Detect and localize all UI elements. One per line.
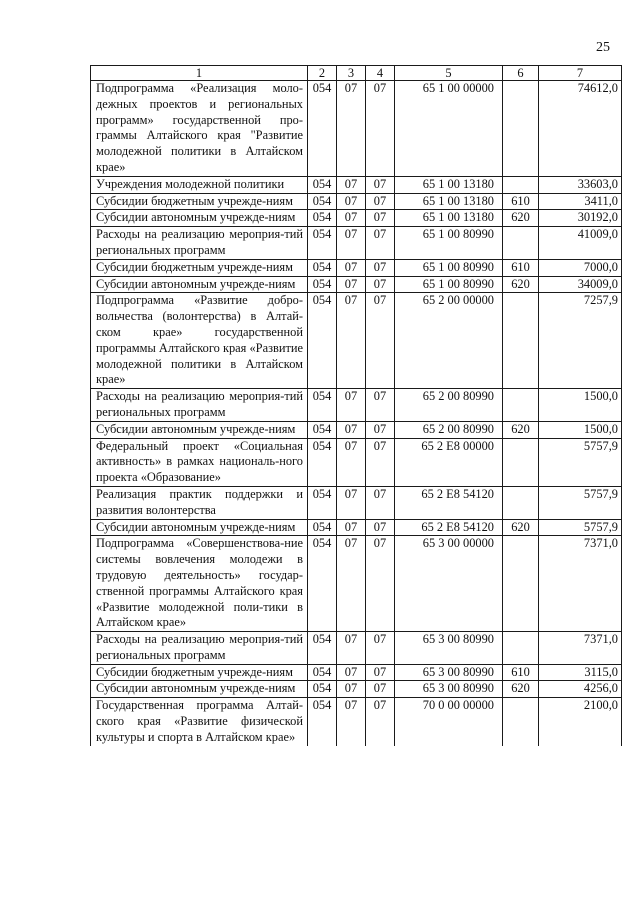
subsection-code: 07 <box>366 536 395 632</box>
column-header-2: 2 <box>308 66 337 81</box>
target-article-code: 65 2 00 00000 <box>395 293 503 389</box>
target-article-code: 65 2 E8 54120 <box>395 486 503 519</box>
expense-type-code <box>503 389 539 422</box>
section-code: 07 <box>337 176 366 193</box>
expense-type-code: 620 <box>503 519 539 536</box>
expense-name: Реализация практик поддержки и развития волонтерства <box>91 486 308 519</box>
amount: 34009,0 <box>539 276 622 293</box>
subsection-code: 07 <box>366 293 395 389</box>
target-article-code: 65 3 00 80990 <box>395 664 503 681</box>
ministry-code: 054 <box>308 632 337 665</box>
expense-type-code: 610 <box>503 664 539 681</box>
amount: 74612,0 <box>539 81 622 177</box>
table-row <box>91 293 622 389</box>
expense-type-code <box>503 632 539 665</box>
column-header-1: 1 <box>91 66 308 81</box>
subsection-code: 07 <box>366 664 395 681</box>
expense-type-code <box>503 486 539 519</box>
ministry-code: 054 <box>308 176 337 193</box>
target-article-code: 65 3 00 00000 <box>395 536 503 632</box>
expense-name: Субсидии бюджетным учрежде-ниям <box>91 193 308 210</box>
amount: 2100,0 <box>539 698 622 746</box>
table-row <box>91 632 622 665</box>
section-code: 07 <box>337 421 366 438</box>
target-article-code: 65 3 00 80990 <box>395 681 503 698</box>
ministry-code: 054 <box>308 227 337 260</box>
amount: 3115,0 <box>539 664 622 681</box>
table-row <box>91 276 622 293</box>
expense-type-code <box>503 536 539 632</box>
ministry-code: 054 <box>308 664 337 681</box>
ministry-code: 054 <box>308 389 337 422</box>
target-article-code: 65 1 00 80990 <box>395 259 503 276</box>
expense-type-code: 620 <box>503 276 539 293</box>
amount: 5757,9 <box>539 486 622 519</box>
expense-name: Субсидии автономным учрежде-ниям <box>91 421 308 438</box>
section-code: 07 <box>337 227 366 260</box>
expense-type-code: 620 <box>503 210 539 227</box>
amount: 5757,9 <box>539 519 622 536</box>
expense-type-code: 610 <box>503 259 539 276</box>
column-header-4: 4 <box>366 66 395 81</box>
table-row <box>91 210 622 227</box>
table-row <box>91 421 622 438</box>
subsection-code: 07 <box>366 176 395 193</box>
target-article-code: 70 0 00 00000 <box>395 698 503 746</box>
amount: 30192,0 <box>539 210 622 227</box>
ministry-code: 054 <box>308 536 337 632</box>
amount: 5757,9 <box>539 438 622 486</box>
target-article-code: 65 1 00 13180 <box>395 193 503 210</box>
expense-name: Расходы на реализацию мероприя-тий региональных программ <box>91 632 308 665</box>
expense-type-code <box>503 227 539 260</box>
table-row <box>91 176 622 193</box>
section-code: 07 <box>337 632 366 665</box>
ministry-code: 054 <box>308 210 337 227</box>
expense-name: Подпрограмма «Развитие добро-вольчества (волонтерства) в Алтай-ском крае» государственной программы Алтайского края «Развитие молодежной политики в Алтайском крае» <box>91 293 308 389</box>
table-row <box>91 193 622 210</box>
amount: 3411,0 <box>539 193 622 210</box>
table-row <box>91 81 622 177</box>
subsection-code: 07 <box>366 421 395 438</box>
ministry-code: 054 <box>308 259 337 276</box>
expense-name: Расходы на реализацию мероприя-тий региональных программ <box>91 389 308 422</box>
page-number: 25 <box>596 40 610 55</box>
table-row <box>91 664 622 681</box>
amount: 1500,0 <box>539 421 622 438</box>
ministry-code: 054 <box>308 81 337 177</box>
section-code: 07 <box>337 698 366 746</box>
subsection-code: 07 <box>366 259 395 276</box>
expense-name: Субсидии автономным учрежде-ниям <box>91 210 308 227</box>
target-article-code: 65 2 00 80990 <box>395 389 503 422</box>
expense-type-code <box>503 176 539 193</box>
table-row <box>91 389 622 422</box>
ministry-code: 054 <box>308 681 337 698</box>
section-code: 07 <box>337 276 366 293</box>
ministry-code: 054 <box>308 193 337 210</box>
section-code: 07 <box>337 210 366 227</box>
table-row <box>91 227 622 260</box>
expense-type-code <box>503 698 539 746</box>
target-article-code: 65 2 00 80990 <box>395 421 503 438</box>
section-code: 07 <box>337 486 366 519</box>
table-row <box>91 681 622 698</box>
expense-type-code: 620 <box>503 421 539 438</box>
subsection-code: 07 <box>366 276 395 293</box>
expense-name: Субсидии автономным учрежде-ниям <box>91 276 308 293</box>
section-code: 07 <box>337 664 366 681</box>
column-header-7: 7 <box>539 66 622 81</box>
table-row <box>91 519 622 536</box>
section-code: 07 <box>337 389 366 422</box>
table-row <box>91 438 622 486</box>
ministry-code: 054 <box>308 276 337 293</box>
expense-name: Субсидии автономным учрежде-ниям <box>91 519 308 536</box>
amount: 4256,0 <box>539 681 622 698</box>
budget-table <box>90 65 622 746</box>
expense-type-code <box>503 438 539 486</box>
ministry-code: 054 <box>308 421 337 438</box>
amount: 7000,0 <box>539 259 622 276</box>
subsection-code: 07 <box>366 193 395 210</box>
target-article-code: 65 1 00 00000 <box>395 81 503 177</box>
section-code: 07 <box>337 193 366 210</box>
expense-name: Федеральный проект «Социальная активность» в рамках националь-ного проекта «Образование» <box>91 438 308 486</box>
target-article-code: 65 1 00 13180 <box>395 176 503 193</box>
expense-name: Учреждения молодежной политики <box>91 176 308 193</box>
table-row <box>91 536 622 632</box>
expense-name: Подпрограмма «Совершенствова-ние системы вовлечения молодежи в трудовую деятельность» государ-ственной программы Алтайского края «Развитие молодежной поли-тики в Алтайском крае» <box>91 536 308 632</box>
amount: 7257,9 <box>539 293 622 389</box>
section-code: 07 <box>337 519 366 536</box>
column-header-5: 5 <box>395 66 503 81</box>
column-header-6: 6 <box>503 66 539 81</box>
ministry-code: 054 <box>308 486 337 519</box>
target-article-code: 65 2 E8 00000 <box>395 438 503 486</box>
subsection-code: 07 <box>366 681 395 698</box>
subsection-code: 07 <box>366 227 395 260</box>
amount: 1500,0 <box>539 389 622 422</box>
ministry-code: 054 <box>308 519 337 536</box>
table-row <box>91 486 622 519</box>
expense-type-code <box>503 293 539 389</box>
section-code: 07 <box>337 536 366 632</box>
expense-name: Субсидии бюджетным учрежде-ниям <box>91 259 308 276</box>
expense-name: Подпрограмма «Реализация моло-дежных проектов и региональных программ» государственной про-граммы Алтайского края "Развитие молодежной политики в Алтайском крае» <box>91 81 308 177</box>
subsection-code: 07 <box>366 632 395 665</box>
expense-name: Расходы на реализацию мероприя-тий региональных программ <box>91 227 308 260</box>
ministry-code: 054 <box>308 698 337 746</box>
amount: 33603,0 <box>539 176 622 193</box>
amount: 7371,0 <box>539 632 622 665</box>
section-code: 07 <box>337 681 366 698</box>
target-article-code: 65 1 00 80990 <box>395 227 503 260</box>
subsection-code: 07 <box>366 486 395 519</box>
subsection-code: 07 <box>366 438 395 486</box>
amount: 41009,0 <box>539 227 622 260</box>
target-article-code: 65 2 E8 54120 <box>395 519 503 536</box>
expense-type-code <box>503 81 539 177</box>
ministry-code: 054 <box>308 438 337 486</box>
subsection-code: 07 <box>366 698 395 746</box>
table-row <box>91 698 622 746</box>
section-code: 07 <box>337 259 366 276</box>
expense-name: Субсидии автономным учрежде-ниям <box>91 681 308 698</box>
expense-name: Государственная программа Алтай-ского края «Развитие физической культуры и спорта в Алтайском крае» <box>91 698 308 746</box>
column-header-3: 3 <box>337 66 366 81</box>
section-code: 07 <box>337 81 366 177</box>
table-row <box>91 259 622 276</box>
target-article-code: 65 1 00 80990 <box>395 276 503 293</box>
section-code: 07 <box>337 293 366 389</box>
section-code: 07 <box>337 438 366 486</box>
table-header-row <box>91 66 622 81</box>
amount: 7371,0 <box>539 536 622 632</box>
subsection-code: 07 <box>366 389 395 422</box>
expense-type-code: 610 <box>503 193 539 210</box>
target-article-code: 65 3 00 80990 <box>395 632 503 665</box>
target-article-code: 65 1 00 13180 <box>395 210 503 227</box>
expense-name: Субсидии бюджетным учрежде-ниям <box>91 664 308 681</box>
subsection-code: 07 <box>366 519 395 536</box>
expense-type-code: 620 <box>503 681 539 698</box>
subsection-code: 07 <box>366 210 395 227</box>
ministry-code: 054 <box>308 293 337 389</box>
subsection-code: 07 <box>366 81 395 177</box>
